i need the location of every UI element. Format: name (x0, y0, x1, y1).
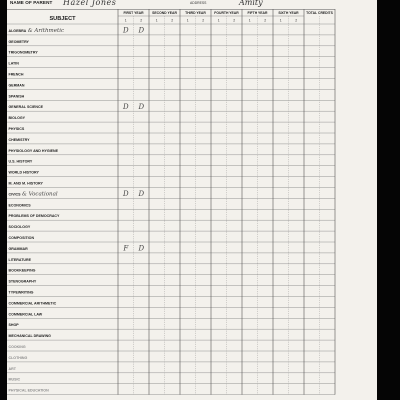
parent-name-value: Hazel Jones (63, 0, 117, 7)
semester-number: 2 (295, 18, 298, 23)
semester-number: 2 (233, 18, 236, 23)
subject-label: MECHANICAL DRAWING (8, 334, 51, 339)
subject-label: CLOTHING (8, 355, 28, 360)
subject-label: PHYSICAL EDUCATION (8, 388, 49, 393)
subject-label: BIOLOGY (8, 116, 26, 121)
subject-label: LATIN (8, 61, 19, 66)
handwritten-grade: D (122, 190, 129, 198)
subject-label: GERMAN (8, 83, 25, 88)
subject-label: SHOP (8, 323, 19, 328)
semester-number: 2 (264, 18, 267, 23)
address-label: ADDRESS (190, 1, 207, 5)
handwritten-annotation: & Arithmetic (27, 27, 65, 34)
period-header: FIRST YEAR (123, 11, 144, 16)
subject-label: GRAMMAR (8, 246, 28, 251)
subject-label: WORLD HISTORY (8, 170, 39, 175)
subject-label: U.S. HISTORY (8, 159, 33, 164)
period-header: SECOND YEAR (152, 11, 177, 16)
subject-label: MUSIC (8, 377, 21, 382)
period-header: FIFTH YEAR (247, 11, 268, 16)
handwritten-grade: D (138, 190, 145, 198)
parent-label: NAME OF PARENT (10, 0, 53, 5)
semester-number: 2 (140, 18, 143, 23)
subject-label: BOOKKEEPING (8, 268, 36, 273)
handwritten-grade: F (123, 244, 129, 253)
subject-label: ECONOMICS (8, 203, 31, 208)
handwritten-grade: D (138, 244, 145, 253)
period-header: FOURTH YEAR (214, 11, 239, 16)
subject-label: PROBLEMS OF DEMOCRACY (8, 214, 60, 219)
subject-label: TYPEWRITING (8, 290, 34, 295)
subject-label: PHYSIOLOGY AND HYGIENE (8, 148, 59, 153)
subject-label: FRENCH (8, 72, 24, 77)
grade-record-card (7, 0, 377, 400)
subject-label: ART (8, 366, 16, 371)
subject-label: COOKING (8, 345, 26, 349)
subject-label: TRIGONOMETRY (8, 50, 38, 55)
subject-label: GENERAL SCIENCE (8, 105, 43, 110)
subject-label: SOCIOLOGY (8, 225, 31, 230)
handwritten-grade: D (122, 102, 129, 111)
handwritten-grade: D (122, 26, 129, 35)
period-header: TOTAL CREDITS (306, 11, 333, 16)
semester-number: 1 (186, 18, 189, 23)
semester-number: 2 (202, 18, 205, 23)
subject-label: CIVICS (8, 192, 21, 197)
handwritten-grade: D (138, 26, 145, 35)
handwritten-annotation: & Vocational (21, 191, 58, 198)
subject-header: SUBJECT (49, 16, 76, 22)
subject-label: CHEMISTRY (8, 137, 30, 142)
semester-number: 1 (217, 18, 220, 23)
subject-label: ALGEBRA (8, 28, 27, 33)
semester-number: 1 (155, 18, 158, 23)
semester-number: 1 (124, 18, 127, 23)
semester-number: 1 (248, 18, 251, 23)
subject-label: GEOMETRY (8, 39, 29, 44)
period-header: THIRD YEAR (185, 11, 206, 16)
subject-label: M. AND M. HISTORY (8, 181, 43, 186)
semester-number: 2 (171, 18, 174, 23)
subject-label: STENOGRAPHY (8, 279, 37, 284)
subject-label: COMMERCIAL ARITHMETIC (8, 301, 57, 306)
subject-label: COMPOSITION (8, 236, 35, 240)
grades-table (7, 9, 377, 400)
subject-label: LITERATURE (8, 257, 31, 262)
period-header: SIXTH YEAR (278, 11, 299, 16)
address-value: Amity (239, 0, 263, 7)
grades-grid (7, 9, 377, 400)
handwritten-grade: D (138, 102, 145, 111)
parent-row (7, 0, 377, 9)
subject-label: COMMERCIAL LAW (8, 312, 43, 317)
subject-label: SPANISH (8, 94, 25, 99)
semester-number: 1 (279, 18, 282, 23)
subject-label: PHYSICS (8, 127, 25, 131)
